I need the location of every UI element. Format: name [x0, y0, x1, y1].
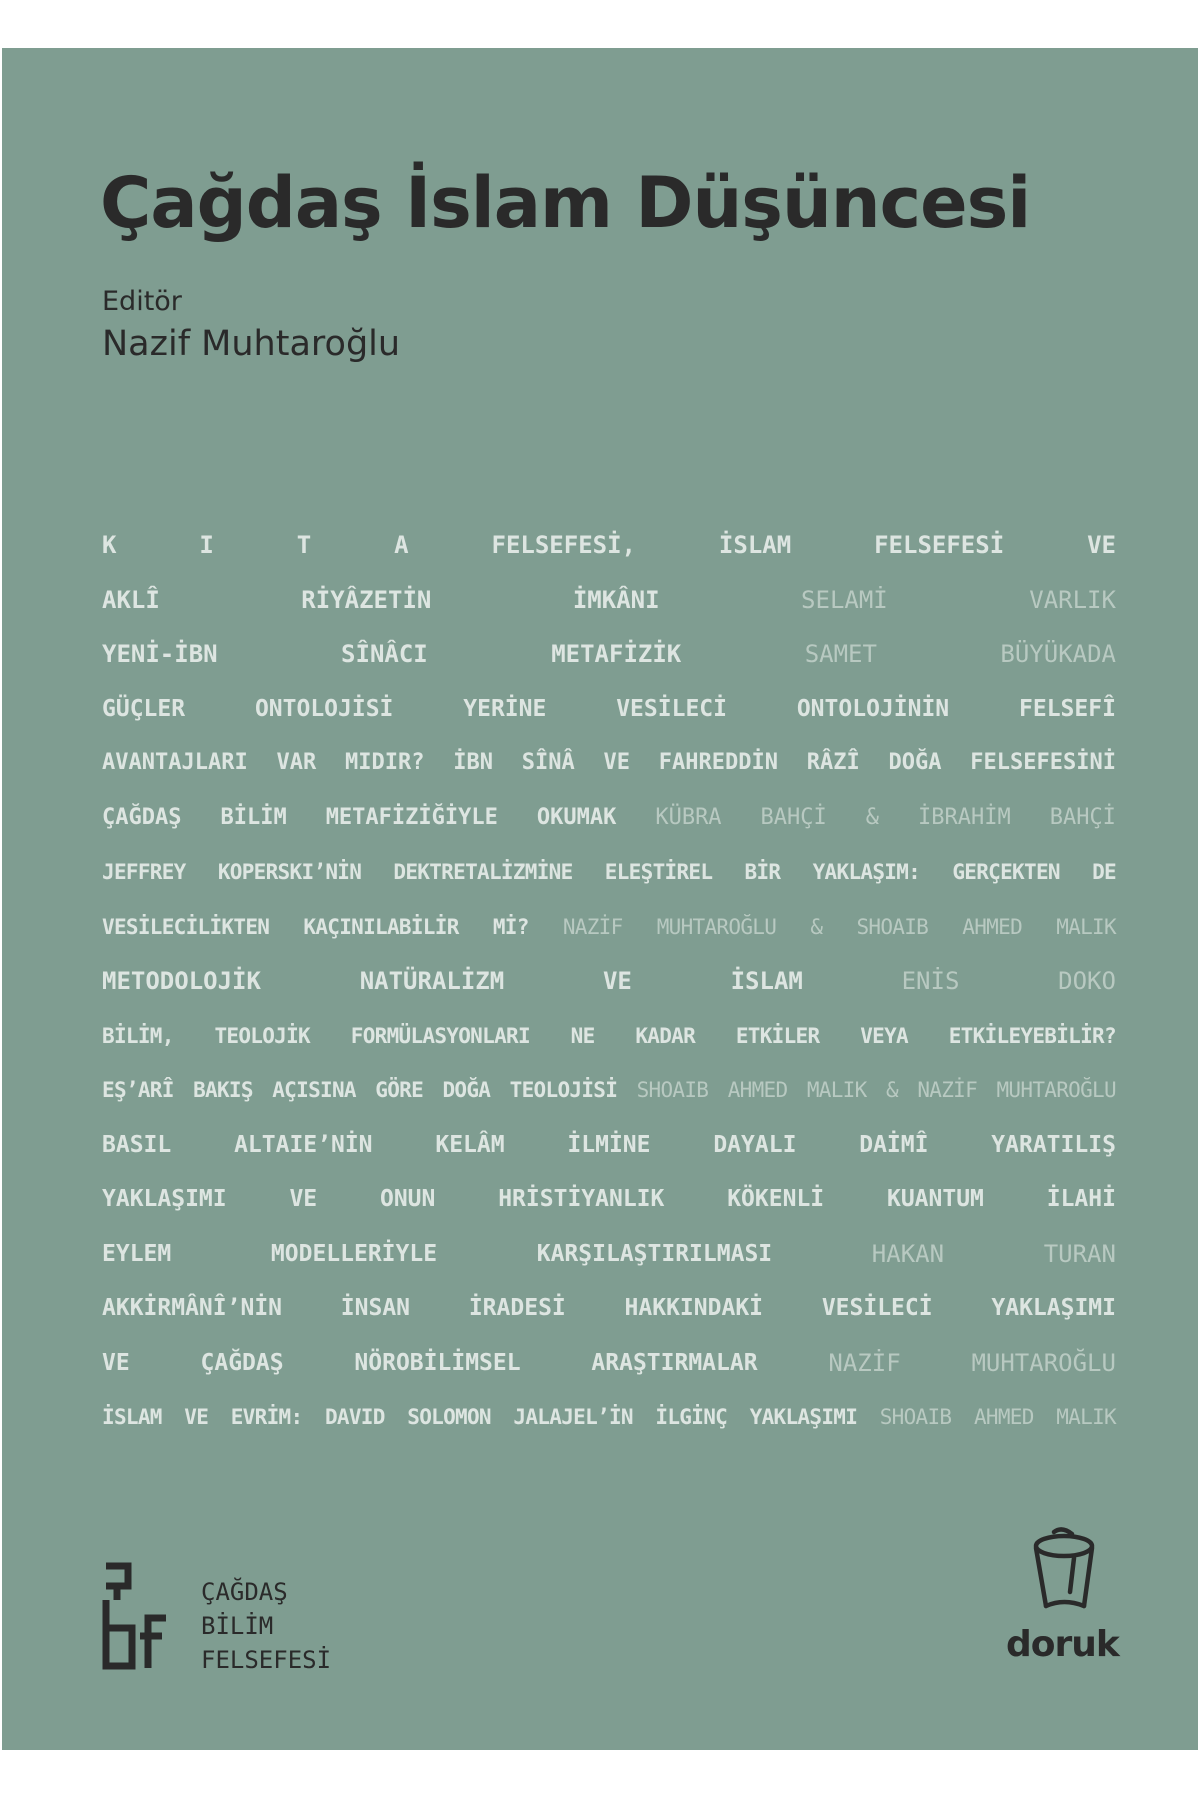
contents-title-word: Mİ? [492, 914, 529, 939]
contents-title-word: ONTOLOJİSİ [254, 695, 394, 722]
contents-title-word: İNSAN [340, 1295, 411, 1321]
contents-author: SHOAIB [856, 914, 929, 939]
contents-title-word: ÇAĞDAŞ [200, 1349, 284, 1376]
contents-title-word: BİLİM, [102, 1023, 174, 1048]
contents-title-word: METAFİZİĞİYLE [325, 804, 498, 830]
contents-title-word: METAFİZİK [551, 640, 682, 668]
contents-title-word: GERÇEKTEN [952, 860, 1060, 884]
contents-title-word: YERİNE [463, 695, 547, 722]
contents-title-word: HRİSTİYANLIK [498, 1186, 665, 1212]
contents-title-word: İSLAM [730, 967, 803, 995]
contents-title-word: ONUN [379, 1186, 436, 1212]
contents-title-word: GÖRE [375, 1078, 424, 1102]
contents-title-word: I [199, 531, 214, 559]
contents-title-word: KAÇINILABİLİR [303, 914, 459, 939]
contents-title-word: İSLAM [102, 1405, 162, 1429]
contents-line [102, 900, 1116, 955]
contents-title-word: ÇAĞDAŞ [102, 804, 182, 830]
contents-line [102, 518, 1116, 573]
series-name-line: FELSEFESİ [201, 1646, 332, 1674]
contents-title-word: JEFFREY [102, 860, 186, 884]
contents-title-word: FELSEFÎ [1019, 695, 1116, 722]
contents-title-word: DAVID [324, 1405, 385, 1429]
contents-author: & [810, 914, 823, 939]
contents-title-word: ARAŞTIRMALAR [591, 1349, 758, 1376]
contents-title-word: KELÂM [435, 1131, 505, 1158]
contents-title-word: YAKLAŞIMI [991, 1295, 1116, 1321]
contents-title-word: KOPERSKI’NİN [217, 860, 362, 884]
contents-title-word: HAKKINDAKİ [624, 1295, 764, 1321]
editor-name: Nazif Muhtaroğlu [102, 324, 401, 364]
editor-label: Editör [102, 286, 182, 317]
contents-title-word: DOĞA [442, 1078, 491, 1102]
contents-title-word: VE [184, 1405, 209, 1429]
publisher-name: doruk [1006, 1624, 1119, 1665]
contents-title-word: RÂZÎ [806, 750, 860, 775]
contents-author: MUHTAROĞLU [996, 1078, 1116, 1102]
contents-title-word: FELSEFESİ [874, 531, 1005, 559]
contents-title-word: GÜÇLER [102, 695, 186, 722]
contents-title-word: JALAJEL’İN [513, 1405, 633, 1429]
contents-title-word: ALTAIE’NİN [234, 1131, 373, 1158]
contents-author: SHOAIB [636, 1078, 709, 1102]
contents-line [102, 845, 1116, 900]
contents-title-word: VESİLECİ [616, 695, 727, 722]
contents-title-word: MODELLERİYLE [270, 1240, 438, 1267]
contents-title-word: DAYALI [713, 1131, 797, 1158]
contents-author: TURAN [1043, 1239, 1116, 1268]
contents-author: SAMET [804, 640, 877, 668]
contents-author: & [885, 1078, 898, 1102]
contents-title-word: DEKTRETALİZMİNE [393, 860, 573, 884]
contents-title-word: SOLOMON [407, 1405, 491, 1429]
contents-line [102, 1063, 1116, 1118]
contents-title-word: SÎNÂ [521, 750, 575, 775]
contents-title-word: İLAHİ [1046, 1186, 1116, 1212]
contents-title-word: MIDIR? [344, 750, 425, 775]
contents-title-word: AVANTAJLARI [102, 750, 248, 775]
contents-title-word: AÇISINA [272, 1078, 356, 1102]
contents-title-word: YAKLAŞIMI [749, 1405, 858, 1429]
contents-title-word: İMKÂNI [572, 585, 660, 614]
doruk-logo-icon [1024, 1522, 1104, 1630]
contents-author: AHMED [962, 914, 1023, 939]
contents-title-word: FELSEFESİ, [491, 531, 636, 559]
contents-line [102, 1390, 1116, 1445]
cbf-logo-icon [100, 1560, 176, 1672]
contents-title-word: FELSEFESİNİ [970, 750, 1116, 775]
contents-line [102, 1227, 1116, 1282]
contents-title-word: İLMİNE [567, 1131, 651, 1158]
contents-title-word: İBN [453, 750, 493, 775]
contents-title-word: TEOLOJİSİ [509, 1078, 618, 1102]
contents-title-word: TEOLOJİK [214, 1023, 310, 1048]
contents-title-word: NÖROBİLİMSEL [354, 1349, 521, 1376]
contents-title-word: VESİLECİLİKTEN [102, 914, 270, 939]
contents-title-word: ELEŞTİREL [604, 860, 713, 884]
contents-line [102, 1281, 1116, 1336]
contents-title-word: VE [602, 967, 632, 995]
contents-title-word: VE [289, 1186, 318, 1212]
contents-author: BAHÇİ [760, 804, 827, 830]
contents-title-word: VEYA [860, 1023, 908, 1048]
contents-title-word: AKLÎ [102, 585, 160, 614]
contents-title-word: BİR [744, 860, 781, 884]
contents-author: İBRAHİM [918, 804, 1011, 830]
contents-author: DOKO [1058, 967, 1116, 995]
contents-title-word: DOĞA [888, 750, 942, 775]
contents-title-word: ETKİLEYEBİLİR? [948, 1023, 1116, 1048]
contents-title-word: DAİMÎ [859, 1131, 929, 1158]
contents-title-word: BAKIŞ [193, 1078, 253, 1102]
contents-title-word: VE [1087, 531, 1116, 559]
series-name [201, 1575, 331, 1677]
contents-title-word: EVRİM: [230, 1405, 303, 1429]
contents-line [102, 791, 1116, 846]
contents-author: & [865, 804, 880, 830]
contents-title-word: VE [102, 1349, 130, 1376]
contents-author: BAHÇİ [1049, 804, 1116, 830]
contents-line [102, 1009, 1116, 1064]
contents-title-word: İRADESİ [468, 1295, 566, 1321]
contents-author: MALIK [806, 1078, 867, 1102]
contents-title-word: NE [570, 1023, 595, 1048]
contents-title-word: KARŞILAŞTIRILMASI [536, 1240, 773, 1267]
book-title: Çağdaş İslam Düşüncesi [100, 162, 1031, 244]
contents-title-word: KÖKENLİ [727, 1186, 825, 1212]
contents-title-word: AKKİRMÂNÎ’NİN [102, 1295, 283, 1321]
contents-title-word: YAKLAŞIM: [812, 860, 921, 884]
contents-line [102, 682, 1116, 737]
contents-author: KÜBRA [655, 804, 722, 830]
contents-line [102, 573, 1116, 628]
contents-title-word: FORMÜLASYONLARI [350, 1023, 530, 1048]
contents-title-word: BASIL [102, 1131, 172, 1158]
contents-title-word: YARATILIŞ [991, 1131, 1116, 1158]
contents-title-word: OKUMAK [536, 804, 617, 830]
contents-title-word: YAKLAŞIMI [102, 1186, 227, 1212]
contents-author: VARLIK [1029, 585, 1116, 614]
contents-title-word: A [394, 531, 409, 559]
contents-author: MALIK [1056, 914, 1116, 939]
contents-author: HAKAN [871, 1239, 945, 1268]
contents-author: ENİS [901, 967, 960, 995]
contents-title-word: DE [1092, 860, 1116, 884]
contents-line [102, 627, 1116, 682]
contents-author: SELAMİ [801, 585, 888, 614]
contents-author: BÜYÜKADA [1000, 640, 1116, 668]
contents-author: NAZİF [917, 1078, 978, 1102]
contents-author: AHMED [727, 1078, 788, 1102]
contents-title-word: T [296, 531, 312, 559]
contents-author: SHOAIB [879, 1405, 952, 1429]
contents-title-word: VAR [276, 750, 317, 775]
contents-line [102, 954, 1116, 1009]
contents-line [102, 1118, 1116, 1173]
contents-title-word: NATÜRALİZM [359, 967, 505, 995]
contents-author: MUHTAROĞLU [971, 1348, 1116, 1377]
contents-author: MUHTAROĞLU [656, 914, 777, 939]
contents-title-word: İLGİNÇ [655, 1405, 728, 1429]
contents-author: NAZİF [828, 1348, 901, 1377]
contents-author: AHMED [973, 1405, 1034, 1429]
contents-title-word: RİYÂZETİN [301, 585, 432, 614]
contents-title-word: VESİLECİ [821, 1295, 933, 1321]
contents-line [102, 1336, 1116, 1391]
contents-author: NAZİF [562, 914, 623, 939]
contents-title-word: EŞ’ARÎ [102, 1078, 174, 1102]
contents-author: MALIK [1056, 1405, 1116, 1429]
contents-line [102, 1172, 1116, 1227]
contents-title-word: YENİ-İBN [102, 640, 218, 668]
contents-title-word: SÎNÂCI [341, 640, 428, 668]
series-name-line: BİLİM [201, 1612, 274, 1640]
series-name-line: ÇAĞDAŞ [201, 1578, 288, 1606]
contents-title-word: ETKİLER [735, 1023, 820, 1048]
contents-title-word: BİLİM [220, 804, 287, 830]
contents-title-word: ONTOLOJİNİN [796, 695, 950, 722]
contents-title-word: K [102, 531, 117, 559]
contents-title-word: KADAR [635, 1023, 696, 1048]
contents-line [102, 736, 1116, 791]
contents-title-word: VE [603, 750, 630, 775]
contents-list [102, 518, 1116, 1445]
contents-title-word: KUANTUM [886, 1186, 984, 1212]
contents-title-word: METODOLOJİK [102, 967, 261, 995]
contents-title-word: FAHREDDİN [658, 750, 778, 775]
contents-title-word: İSLAM [718, 531, 792, 559]
contents-title-word: EYLEM [102, 1240, 172, 1267]
